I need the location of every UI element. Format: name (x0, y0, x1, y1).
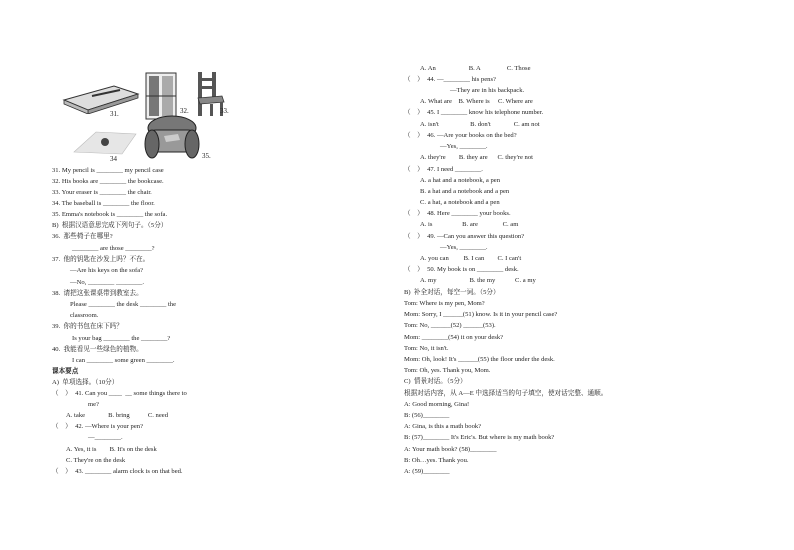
q43-line: （ ） 43. ________ alarm clock is on that bed. (52, 468, 183, 475)
q37-question: —Are his keys on the sofa? (70, 267, 144, 274)
dialog-line-3: Tom: No, ______(52) ______(53). (404, 322, 496, 329)
q42-option-c: C. They're on the desk (66, 457, 126, 464)
situation-line-1: A: Good morning, Gina! (404, 401, 470, 408)
section-c-instructions: 根据对话内容，从 A—E 中选择适当的句子填空，使对话完整、通顺。 (404, 390, 608, 397)
q46-line: （ ） 46. —Are your books on the bed? (404, 132, 517, 139)
q46-reply: —Yes, ________. (440, 143, 488, 150)
q38-prompt: 38. 请把这张课桌带到教室去。 (52, 290, 143, 297)
q44-reply: —They are in his backpack. (450, 87, 525, 94)
situation-line-7: A: (59)________ (404, 468, 450, 475)
section-c-heading: C) 情景对话。（5分） (404, 378, 467, 385)
q33-line: 33. Your eraser is ________ the chair. (52, 189, 152, 196)
q40-answer: I can ________ some green ________. (72, 357, 175, 364)
picture-31-label: 31. (110, 110, 119, 118)
dialog-line-6: Mom: Oh, look! It's ______(55) the floor under the desk. (404, 356, 555, 363)
q48-options: A. is B. are C. am (420, 221, 519, 228)
q39-prompt: 39. 你的书包在床下吗？ (52, 323, 123, 330)
q46-options: A. they're B. they are C. they're not (420, 154, 533, 161)
q39-answer: Is your bag ________ the ________? (72, 335, 171, 342)
pencil-case-picture (62, 82, 140, 114)
q50-options: A. my B. the my C. a my (420, 277, 536, 284)
q50-line: （ ） 50. My book is on ________ desk. (404, 266, 519, 273)
q37-prompt: 37. 他的钥匙在沙发上吗？不在。 (52, 256, 150, 263)
situation-line-4: B: (57)________ It's Eric's. But where is my math book? (404, 434, 555, 441)
q41-options: A. take B. bring C. need (66, 412, 169, 419)
q49-options: A. you can B. I can C. I can't (420, 255, 522, 262)
section-b-dialog-heading: B) 补全对话，每空一词。（5分） (404, 289, 500, 296)
q47-line: （ ） 47. I need ________. (404, 166, 483, 173)
q35-line: 35. Emma's notebook is ________ the sofa. (52, 211, 168, 218)
situation-line-5: A: Your math book? (58)________ (404, 446, 497, 453)
picture-33-label: 33. (220, 107, 229, 115)
q37-answer: —No, ________ ________. (70, 279, 144, 286)
q42-options-ab: A. Yes, it is B. It's on the desk (66, 446, 157, 453)
q48-line: （ ） 48. Here ________ your books. (404, 210, 511, 217)
bookcase-picture (145, 72, 181, 120)
dialog-line-4: Mom: ________(54) it on your desk? (404, 334, 504, 341)
q38-answer: Please ________ the desk ________ the (70, 301, 177, 308)
q31-line: 31. My pencil is ________ my pencil case (52, 167, 164, 174)
q47-option-c: C. a hat, a notebook and a pen (420, 199, 500, 206)
situation-line-3: A: Gina, is this a math book? (404, 423, 482, 430)
q36-answer: ________ are those ________? (72, 245, 155, 252)
q42-line: （ ） 42. —Where is your pen? (52, 423, 144, 430)
q45-options: A. isn't B. don't C. am not (420, 121, 540, 128)
q47-option-b: B. a hat and a notebook and a pen (420, 188, 510, 195)
situation-line-6: B: Oh…yes. Thank you. (404, 457, 469, 464)
situation-line-2: B: (56)________ (404, 412, 450, 419)
picture-35-label: 35. (202, 152, 211, 160)
textbook-points-heading: 课本要点 (52, 368, 79, 375)
q43-options: A. An B. A C. Those (420, 65, 531, 72)
q42-blank: —________. (88, 434, 123, 441)
picture-32-label: 32. (180, 107, 189, 115)
q40-prompt: 40. 我能看见一些绿色的植物。 (52, 346, 143, 353)
dialog-line-5: Tom: No, it isn't. (404, 345, 449, 352)
dialog-line-1: Tom: Where is my pen, Mom? (404, 300, 485, 307)
q44-line: （ ） 44. —________ his pens? (404, 76, 496, 83)
q36-prompt: 36. 那些椅子在哪里? (52, 233, 113, 240)
picture-34-label: 34 (110, 155, 117, 163)
q41-line: （ ） 41. Can you ____ __ some things there to (52, 390, 187, 397)
q45-line: （ ） 45. I ________ know his telephone number. (404, 109, 544, 116)
q47-option-a: A. a hat and a notebook, a pen (420, 177, 501, 184)
q44-options: A. What are B. Where is C. Where are (420, 98, 533, 105)
section-b-heading: B) 根据汉语意思完成下列句子。（5分） (52, 222, 168, 229)
sofa-picture (142, 114, 200, 164)
dialog-line-7: Tom: Oh, yes. Thank you, Mom. (404, 367, 491, 374)
ball-on-floor-picture (72, 130, 138, 156)
q32-line: 32. His books are ________ the bookcase. (52, 178, 164, 185)
q34-line: 34. The baseball is ________ the floor. (52, 200, 155, 207)
q49-line: （ ） 49. —Can you answer this question? (404, 233, 525, 240)
q38-answer-cont: classroom. (70, 312, 99, 319)
section-a-heading: A) 单项选择。（10分） (52, 379, 119, 386)
dialog-line-2: Mom: Sorry, I ______(51) know. Is it in your pencil case? (404, 311, 558, 318)
q49-reply: —Yes, ________. (440, 244, 488, 251)
q41-cont: me? (88, 401, 99, 408)
